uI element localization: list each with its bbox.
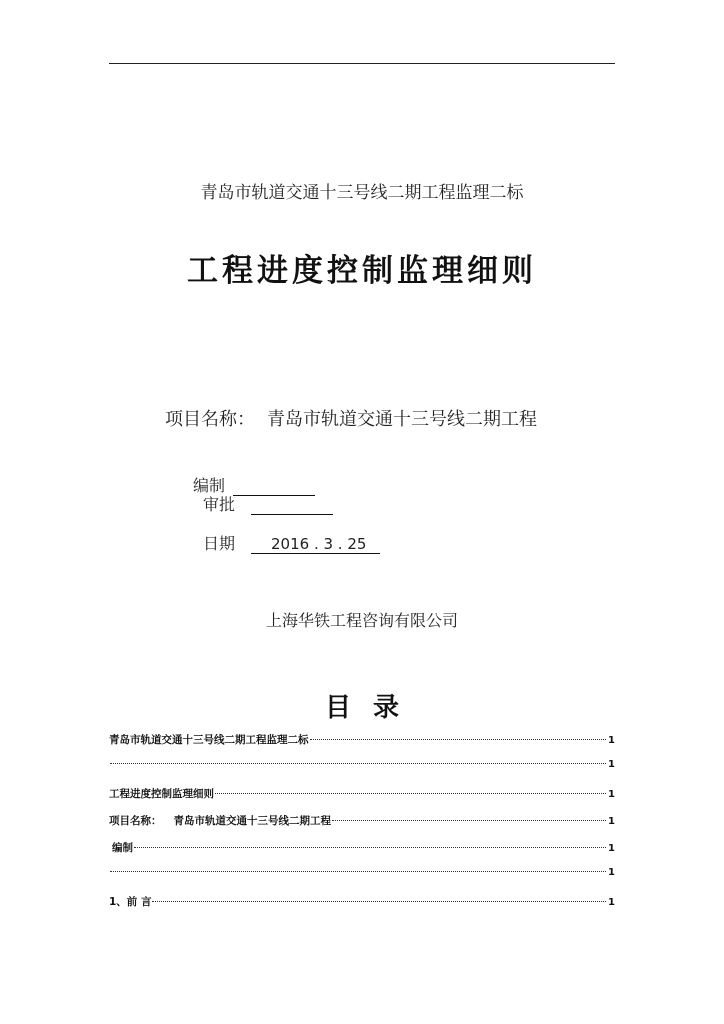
toc-entry-label: 编制	[112, 842, 133, 854]
toc-entry-page: 1	[608, 897, 615, 908]
toc-entry-label: 青岛市轨道交通十三号线二期工程监理二标	[109, 734, 309, 746]
toc-entry[interactable]	[109, 759, 615, 786]
document-title: 工程进度控制监理细则	[187, 253, 537, 289]
toc-dot-leader	[152, 901, 606, 902]
toc-title-right: 录	[373, 693, 400, 723]
toc-entry-page: 1	[608, 816, 615, 827]
company-name: 上海华铁工程咨询有限公司	[265, 611, 458, 630]
prepared-by-label: 编制	[193, 476, 226, 495]
date-value: 2016 . 3 . 25	[251, 536, 380, 554]
toc-entry-label-prefix: 项目名称：	[109, 815, 162, 827]
approved-by-label: 审批	[203, 495, 236, 514]
toc-entry[interactable]	[109, 867, 615, 894]
toc-entry-label: 1、前 言	[109, 896, 152, 908]
toc-dot-leader	[110, 763, 606, 764]
toc-dot-leader	[215, 793, 606, 794]
toc-title-left: 目	[324, 693, 351, 723]
toc-title	[0, 687, 724, 724]
toc-entry-page: 1	[608, 789, 615, 800]
toc-dot-leader	[110, 871, 606, 872]
document-subtitle: 青岛市轨道交通十三号线二期工程监理二标	[200, 183, 524, 203]
approved-by-field	[251, 498, 333, 515]
toc-entry-page: 1	[608, 867, 615, 878]
toc-entry-page: 1	[608, 735, 615, 746]
toc-entry-page: 1	[608, 759, 615, 770]
toc-entry[interactable]	[109, 840, 615, 867]
project-name-line	[165, 405, 537, 431]
toc-entry[interactable]	[109, 894, 615, 921]
table-of-contents	[109, 732, 615, 921]
toc-entry[interactable]	[109, 813, 615, 840]
toc-entry[interactable]	[109, 786, 615, 813]
toc-dot-leader	[134, 847, 606, 848]
toc-dot-leader	[310, 739, 607, 740]
toc-entry-label: 工程进度控制监理细则	[109, 788, 214, 800]
toc-dot-leader	[332, 820, 606, 821]
toc-entry-label	[109, 813, 331, 828]
toc-entry[interactable]	[109, 732, 615, 759]
project-name-value: 青岛市轨道交通十三号线二期工程	[267, 409, 537, 430]
toc-entry-label-value: 青岛市轨道交通十三号线二期工程	[173, 815, 331, 827]
date-row	[203, 531, 380, 554]
toc-entry-page: 1	[608, 843, 615, 854]
project-name-label: 项目名称：	[165, 409, 255, 430]
date-label: 日期	[203, 534, 236, 553]
approved-by-row	[203, 492, 333, 515]
header-rule	[109, 63, 615, 64]
